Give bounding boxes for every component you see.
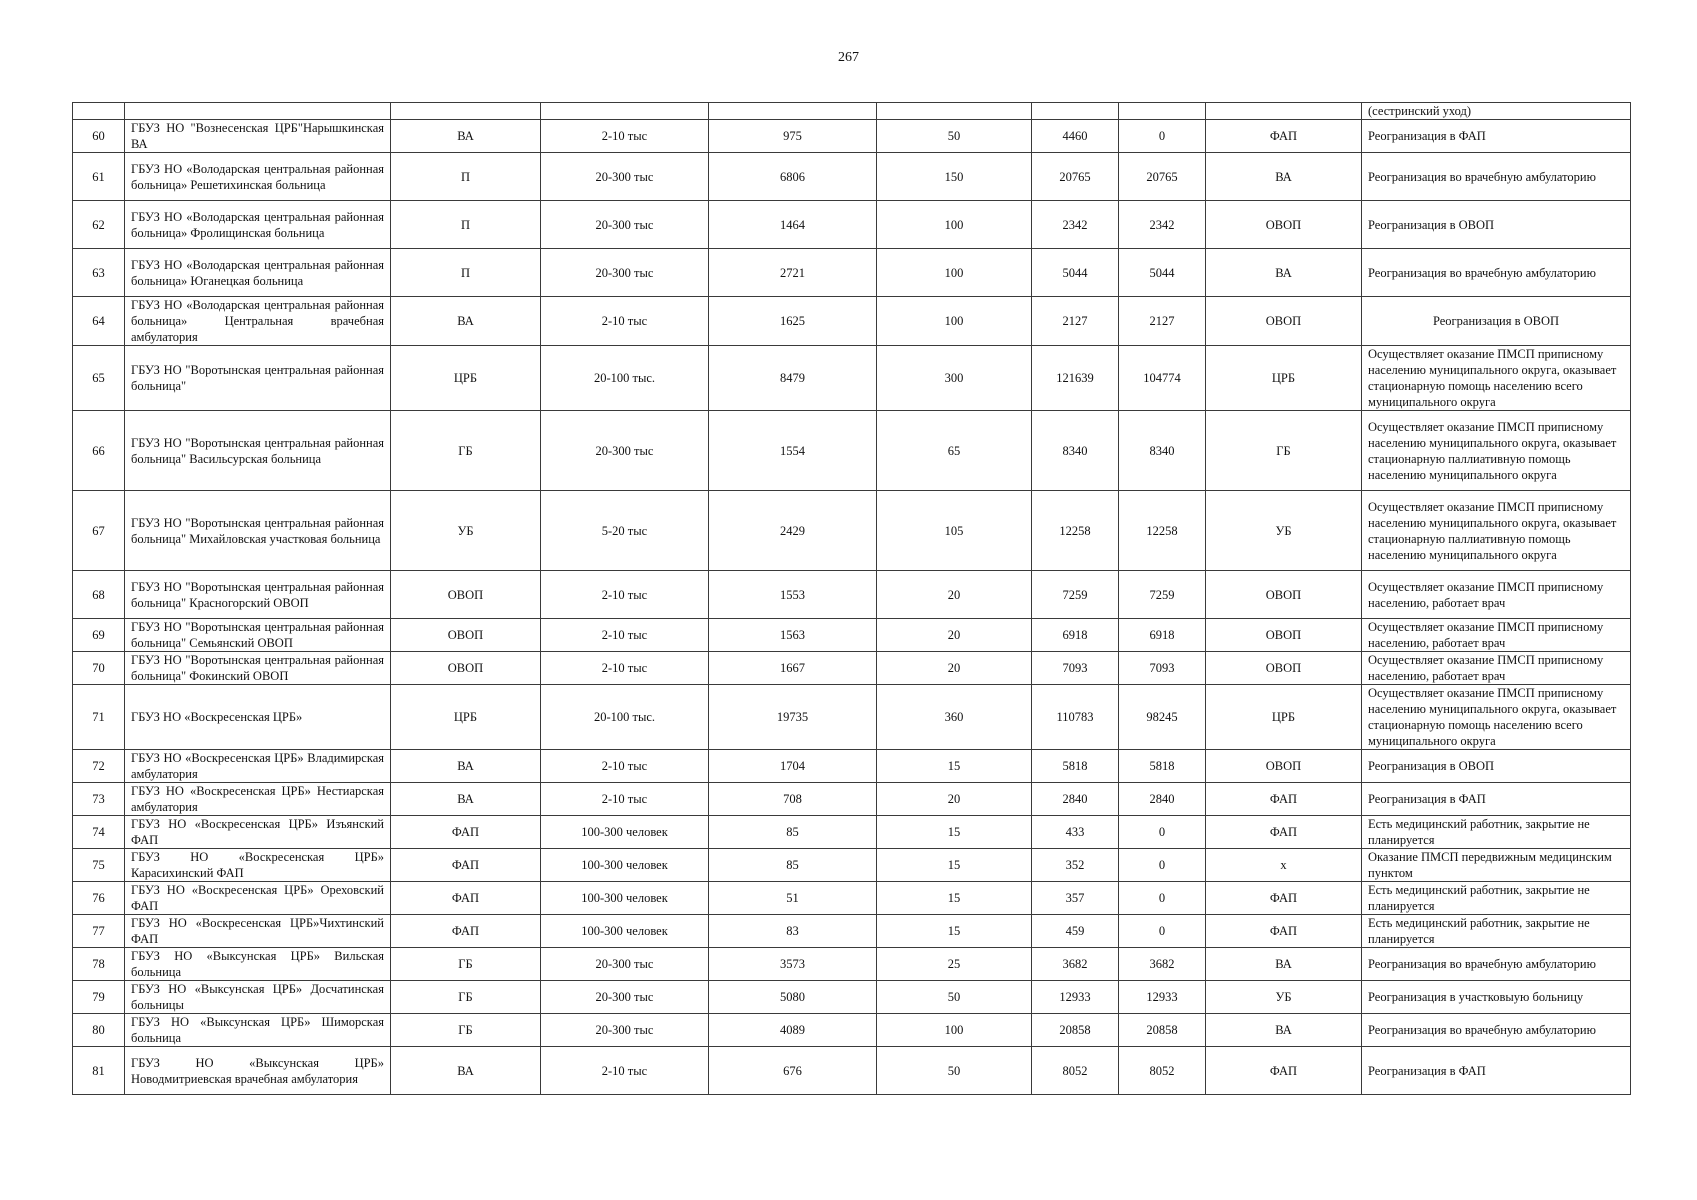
value-b: 12258 <box>1119 491 1206 571</box>
distance-value: 25 <box>877 948 1032 981</box>
population-count: 708 <box>709 783 877 816</box>
population-count: 1625 <box>709 297 877 346</box>
facility-type: ГБ <box>391 1014 541 1047</box>
population-count: 85 <box>709 849 877 882</box>
facility-type: УБ <box>391 491 541 571</box>
value-b: 7093 <box>1119 652 1206 685</box>
population-range: 2-10 тыс <box>541 652 709 685</box>
distance-value: 15 <box>877 849 1032 882</box>
value-b: 0 <box>1119 882 1206 915</box>
value-b: 8052 <box>1119 1047 1206 1095</box>
facility-type: ОВОП <box>391 571 541 619</box>
value-a: 20858 <box>1032 1014 1119 1047</box>
population-range: 100-300 человек <box>541 816 709 849</box>
note-text: Реогранизация в ОВОП <box>1362 297 1631 346</box>
facility-name: ГБУЗ НО «Володарская центральная районная больница» Фролищинская больница <box>125 201 391 249</box>
new-type: ВА <box>1206 153 1362 201</box>
new-type: УБ <box>1206 981 1362 1014</box>
population-count: 3573 <box>709 948 877 981</box>
value-a: 12933 <box>1032 981 1119 1014</box>
table-row <box>73 120 1631 153</box>
facility-name: ГБУЗ НО "Воротынская центральная районная больница" Фокинский ОВОП <box>125 652 391 685</box>
population-count: 676 <box>709 1047 877 1095</box>
population-count: 1553 <box>709 571 877 619</box>
empty-cell <box>877 103 1032 120</box>
value-a: 459 <box>1032 915 1119 948</box>
distance-value: 150 <box>877 153 1032 201</box>
row-number: 67 <box>73 491 125 571</box>
value-a: 7259 <box>1032 571 1119 619</box>
value-a: 12258 <box>1032 491 1119 571</box>
distance-value: 100 <box>877 297 1032 346</box>
distance-value: 15 <box>877 882 1032 915</box>
empty-cell <box>73 103 125 120</box>
note-text: Осуществляет оказание ПМСП приписному населению муниципального округа, оказывает стационарную паллиативную помощь населению муниципального округа <box>1362 411 1631 491</box>
empty-cell <box>541 103 709 120</box>
table-row <box>73 685 1631 750</box>
note-text: Реогранизация во врачебную амбулаторию <box>1362 948 1631 981</box>
population-range: 2-10 тыс <box>541 1047 709 1095</box>
continuation-row <box>73 103 1631 120</box>
distance-value: 360 <box>877 685 1032 750</box>
population-range: 2-10 тыс <box>541 619 709 652</box>
value-a: 5044 <box>1032 249 1119 297</box>
value-a: 8052 <box>1032 1047 1119 1095</box>
row-number: 80 <box>73 1014 125 1047</box>
new-type: ОВОП <box>1206 750 1362 783</box>
row-number: 73 <box>73 783 125 816</box>
note-text: Осуществляет оказание ПМСП приписному населению, работает врач <box>1362 619 1631 652</box>
new-type: ФАП <box>1206 882 1362 915</box>
row-number: 65 <box>73 346 125 411</box>
new-type: х <box>1206 849 1362 882</box>
population-range: 20-300 тыс <box>541 249 709 297</box>
facility-name: ГБУЗ НО «Воскресенская ЦРБ» <box>125 685 391 750</box>
facility-name: ГБУЗ НО "Воротынская центральная районная больница" Васильсурская больница <box>125 411 391 491</box>
note-text: Реогранизация в участковыую больницу <box>1362 981 1631 1014</box>
facility-type: ВА <box>391 750 541 783</box>
empty-cell <box>391 103 541 120</box>
value-b: 0 <box>1119 849 1206 882</box>
value-a: 2840 <box>1032 783 1119 816</box>
row-number: 75 <box>73 849 125 882</box>
facility-name: ГБУЗ НО "Воротынская центральная районная больница" <box>125 346 391 411</box>
facility-name: ГБУЗ НО «Володарская центральная районная больница» Центральная врачебная амбулатория <box>125 297 391 346</box>
facility-type: ФАП <box>391 915 541 948</box>
note-text: Осуществляет оказание ПМСП приписному населению муниципального округа, оказывает стационарную помощь населению всего муниципального округа <box>1362 346 1631 411</box>
population-count: 4089 <box>709 1014 877 1047</box>
population-range: 20-300 тыс <box>541 981 709 1014</box>
row-number: 78 <box>73 948 125 981</box>
facility-type: ФАП <box>391 882 541 915</box>
new-type: УБ <box>1206 491 1362 571</box>
note-text: Осуществляет оказание ПМСП приписному населению, работает врач <box>1362 652 1631 685</box>
value-b: 7259 <box>1119 571 1206 619</box>
population-count: 19735 <box>709 685 877 750</box>
facility-name: ГБУЗ НО «Воскресенская ЦРБ» Ореховский ФАП <box>125 882 391 915</box>
table-row <box>73 882 1631 915</box>
new-type: ОВОП <box>1206 652 1362 685</box>
note-text: Реогранизация во врачебную амбулаторию <box>1362 1014 1631 1047</box>
distance-value: 15 <box>877 915 1032 948</box>
facility-type: ВА <box>391 120 541 153</box>
facility-type: ВА <box>391 783 541 816</box>
table-row <box>73 915 1631 948</box>
note-text: Осуществляет оказание ПМСП приписному населению, работает врач <box>1362 571 1631 619</box>
table-row <box>73 571 1631 619</box>
facility-name: ГБУЗ НО "Воротынская центральная районная больница" Красногорский ОВОП <box>125 571 391 619</box>
value-b: 8340 <box>1119 411 1206 491</box>
note-text: Есть медицинский работник, закрытие не планируется <box>1362 882 1631 915</box>
facility-name: ГБУЗ НО «Воскресенская ЦРБ»Чихтинский ФАП <box>125 915 391 948</box>
population-count: 2721 <box>709 249 877 297</box>
row-number: 76 <box>73 882 125 915</box>
population-count: 2429 <box>709 491 877 571</box>
table-row <box>73 297 1631 346</box>
value-b: 0 <box>1119 120 1206 153</box>
value-a: 5818 <box>1032 750 1119 783</box>
value-b: 3682 <box>1119 948 1206 981</box>
new-type: ОВОП <box>1206 297 1362 346</box>
distance-value: 20 <box>877 619 1032 652</box>
population-count: 51 <box>709 882 877 915</box>
population-count: 83 <box>709 915 877 948</box>
value-b: 98245 <box>1119 685 1206 750</box>
table-row <box>73 652 1631 685</box>
population-range: 2-10 тыс <box>541 120 709 153</box>
value-b: 0 <box>1119 915 1206 948</box>
value-b: 20858 <box>1119 1014 1206 1047</box>
facility-name: ГБУЗ НО «Воскресенская ЦРБ» Изъянский ФАП <box>125 816 391 849</box>
new-type: ОВОП <box>1206 619 1362 652</box>
row-number: 70 <box>73 652 125 685</box>
distance-value: 15 <box>877 750 1032 783</box>
population-range: 2-10 тыс <box>541 750 709 783</box>
new-type: ГБ <box>1206 411 1362 491</box>
population-range: 20-300 тыс <box>541 1014 709 1047</box>
empty-cell <box>709 103 877 120</box>
value-b: 5818 <box>1119 750 1206 783</box>
population-count: 1563 <box>709 619 877 652</box>
distance-value: 105 <box>877 491 1032 571</box>
population-range: 2-10 тыс <box>541 783 709 816</box>
distance-value: 100 <box>877 201 1032 249</box>
population-range: 20-300 тыс <box>541 153 709 201</box>
facility-type: ЦРБ <box>391 346 541 411</box>
note-text: Оказание ПМСП передвижным медицинским пунктом <box>1362 849 1631 882</box>
table-row <box>73 783 1631 816</box>
facility-type: ГБ <box>391 981 541 1014</box>
facility-name: ГБУЗ НО «Выксунская ЦРБ» Шиморская больница <box>125 1014 391 1047</box>
note-text: Реогранизация в ФАП <box>1362 120 1631 153</box>
table-row <box>73 619 1631 652</box>
value-a: 2342 <box>1032 201 1119 249</box>
table-row <box>73 816 1631 849</box>
row-number: 60 <box>73 120 125 153</box>
note-text: Есть медицинский работник, закрытие не планируется <box>1362 915 1631 948</box>
facility-name: ГБУЗ НО «Воскресенская ЦРБ» Владимирская амбулатория <box>125 750 391 783</box>
facility-name: ГБУЗ НО "Воротынская центральная районная больница" Семьянский ОВОП <box>125 619 391 652</box>
value-a: 352 <box>1032 849 1119 882</box>
value-b: 12933 <box>1119 981 1206 1014</box>
facility-name: ГБУЗ НО "Вознесенская ЦРБ"Нарышкинская ВА <box>125 120 391 153</box>
facility-type: ГБ <box>391 948 541 981</box>
facility-name: ГБУЗ НО «Воскресенская ЦРБ» Нестиарская амбулатория <box>125 783 391 816</box>
new-type: ФАП <box>1206 816 1362 849</box>
empty-cell <box>125 103 391 120</box>
table-row <box>73 750 1631 783</box>
note-text: Реогранизация в ОВОП <box>1362 201 1631 249</box>
value-b: 0 <box>1119 816 1206 849</box>
table-row <box>73 411 1631 491</box>
facility-type: ФАП <box>391 849 541 882</box>
value-a: 7093 <box>1032 652 1119 685</box>
facility-table <box>72 102 1631 1095</box>
value-a: 357 <box>1032 882 1119 915</box>
population-range: 20-100 тыс. <box>541 685 709 750</box>
value-a: 8340 <box>1032 411 1119 491</box>
new-type: ФАП <box>1206 1047 1362 1095</box>
table-row <box>73 1014 1631 1047</box>
note-text: Реогранизация во врачебную амбулаторию <box>1362 153 1631 201</box>
value-b: 2840 <box>1119 783 1206 816</box>
empty-cell <box>1206 103 1362 120</box>
facility-name: ГБУЗ НО «Выксунская ЦРБ» Досчатинская больницы <box>125 981 391 1014</box>
table-row <box>73 153 1631 201</box>
row-number: 69 <box>73 619 125 652</box>
population-count: 6806 <box>709 153 877 201</box>
population-range: 20-300 тыс <box>541 948 709 981</box>
facility-name: ГБУЗ НО «Володарская центральная районная больница» Юганецкая больница <box>125 249 391 297</box>
row-number: 63 <box>73 249 125 297</box>
population-count: 1704 <box>709 750 877 783</box>
row-number: 77 <box>73 915 125 948</box>
value-a: 110783 <box>1032 685 1119 750</box>
table-row <box>73 849 1631 882</box>
distance-value: 300 <box>877 346 1032 411</box>
population-count: 1667 <box>709 652 877 685</box>
value-b: 5044 <box>1119 249 1206 297</box>
note-text: Осуществляет оказание ПМСП приписному населению муниципального округа, оказывает стационарную помощь населению всего муниципального округа <box>1362 685 1631 750</box>
new-type: ВА <box>1206 948 1362 981</box>
new-type: ФАП <box>1206 915 1362 948</box>
row-number: 79 <box>73 981 125 1014</box>
distance-value: 50 <box>877 1047 1032 1095</box>
value-a: 6918 <box>1032 619 1119 652</box>
population-count: 5080 <box>709 981 877 1014</box>
population-count: 85 <box>709 816 877 849</box>
facility-name: ГБУЗ НО "Воротынская центральная районная больница" Михайловская участковая больница <box>125 491 391 571</box>
distance-value: 20 <box>877 783 1032 816</box>
row-number: 74 <box>73 816 125 849</box>
distance-value: 20 <box>877 571 1032 619</box>
population-count: 1464 <box>709 201 877 249</box>
distance-value: 15 <box>877 816 1032 849</box>
population-range: 20-100 тыс. <box>541 346 709 411</box>
table-row <box>73 981 1631 1014</box>
new-type: ФАП <box>1206 783 1362 816</box>
facility-type: П <box>391 249 541 297</box>
facility-name: ГБУЗ НО «Володарская центральная районная больница» Решетихинская больница <box>125 153 391 201</box>
facility-type: ГБ <box>391 411 541 491</box>
facility-name: ГБУЗ НО «Воскресенская ЦРБ» Карасихинский ФАП <box>125 849 391 882</box>
population-range: 100-300 человек <box>541 849 709 882</box>
distance-value: 65 <box>877 411 1032 491</box>
value-a: 4460 <box>1032 120 1119 153</box>
table-row <box>73 491 1631 571</box>
facility-type: ФАП <box>391 816 541 849</box>
facility-type: ОВОП <box>391 619 541 652</box>
population-range: 20-300 тыс <box>541 411 709 491</box>
facility-name: ГБУЗ НО «Выксунская ЦРБ» Новодмитриевская врачебная амбулатория <box>125 1047 391 1095</box>
new-type: ВА <box>1206 1014 1362 1047</box>
population-range: 2-10 тыс <box>541 571 709 619</box>
population-range: 100-300 человек <box>541 882 709 915</box>
value-a: 121639 <box>1032 346 1119 411</box>
distance-value: 100 <box>877 1014 1032 1047</box>
value-b: 2342 <box>1119 201 1206 249</box>
note-text: Реогранизация в ОВОП <box>1362 750 1631 783</box>
value-b: 2127 <box>1119 297 1206 346</box>
facility-type: П <box>391 153 541 201</box>
table-row <box>73 1047 1631 1095</box>
facility-type: ОВОП <box>391 652 541 685</box>
new-type: ВА <box>1206 249 1362 297</box>
table-row <box>73 346 1631 411</box>
empty-cell <box>1119 103 1206 120</box>
value-a: 2127 <box>1032 297 1119 346</box>
new-type: ЦРБ <box>1206 346 1362 411</box>
new-type: ОВОП <box>1206 201 1362 249</box>
population-count: 975 <box>709 120 877 153</box>
facility-type: ВА <box>391 1047 541 1095</box>
table-row <box>73 201 1631 249</box>
row-number: 66 <box>73 411 125 491</box>
distance-value: 100 <box>877 249 1032 297</box>
facility-name: ГБУЗ НО «Выксунская ЦРБ» Вильская больница <box>125 948 391 981</box>
facility-type: П <box>391 201 541 249</box>
note-text: Реогранизация во врачебную амбулаторию <box>1362 249 1631 297</box>
note-text: Есть медицинский работник, закрытие не планируется <box>1362 816 1631 849</box>
population-count: 1554 <box>709 411 877 491</box>
row-number: 72 <box>73 750 125 783</box>
facility-type: ВА <box>391 297 541 346</box>
row-number: 64 <box>73 297 125 346</box>
value-b: 104774 <box>1119 346 1206 411</box>
value-a: 433 <box>1032 816 1119 849</box>
page-number: 267 <box>838 50 859 65</box>
value-b: 6918 <box>1119 619 1206 652</box>
row-number: 62 <box>73 201 125 249</box>
distance-value: 50 <box>877 120 1032 153</box>
continuation-note: (сестринский уход) <box>1362 103 1631 120</box>
note-text: Реогранизация в ФАП <box>1362 1047 1631 1095</box>
distance-value: 20 <box>877 652 1032 685</box>
population-range: 20-300 тыс <box>541 201 709 249</box>
new-type: ОВОП <box>1206 571 1362 619</box>
distance-value: 50 <box>877 981 1032 1014</box>
value-a: 3682 <box>1032 948 1119 981</box>
new-type: ФАП <box>1206 120 1362 153</box>
population-range: 5-20 тыс <box>541 491 709 571</box>
population-count: 8479 <box>709 346 877 411</box>
table-row <box>73 948 1631 981</box>
population-range: 2-10 тыс <box>541 297 709 346</box>
value-a: 20765 <box>1032 153 1119 201</box>
new-type: ЦРБ <box>1206 685 1362 750</box>
empty-cell <box>1032 103 1119 120</box>
note-text: Осуществляет оказание ПМСП приписному населению муниципального округа, оказывает стационарную паллиативную помощь населению муниципального округа <box>1362 491 1631 571</box>
table-row <box>73 249 1631 297</box>
value-b: 20765 <box>1119 153 1206 201</box>
note-text: Реогранизация в ФАП <box>1362 783 1631 816</box>
population-range: 100-300 человек <box>541 915 709 948</box>
row-number: 68 <box>73 571 125 619</box>
row-number: 61 <box>73 153 125 201</box>
facility-type: ЦРБ <box>391 685 541 750</box>
row-number: 81 <box>73 1047 125 1095</box>
row-number: 71 <box>73 685 125 750</box>
